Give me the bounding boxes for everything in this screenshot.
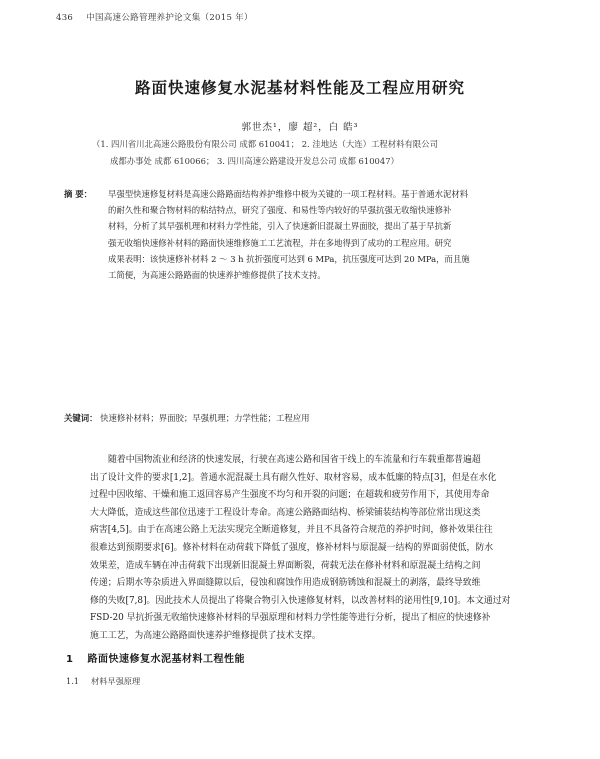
body-line: 病害[4,5]。由于在高速公路上无法实现完全断道修复，并且不具备符合规范的养护时间，修补效果往往 [90,525,493,536]
affiliations [92,136,532,170]
body-line: 随着中国物流业和经济的快速发展，行驶在高速公路和国省干线上的车流量和行车载重都普遍超 [108,455,481,465]
section-heading [66,650,245,665]
abstract-label: 摘 要： [64,189,93,199]
keywords-label: 关键词： [64,413,98,423]
abstract-line: 成果表明：该快速修补材料 2 ～ 3 h 抗折强度可达到 6 MPa，抗压强度可达到 20 MPa，而且施 [108,253,470,264]
body-line: 很难达到预期要求[6]。修补材料在动荷载下降低了强度，修补材料与原混凝一结构的界面弱使低，防水 [90,542,494,553]
body-line: 效果差，造成车辆在冲击荷载下出现新旧混凝土界面断裂，荷载无法在修补材料和原混凝土结构之间 [90,560,481,571]
body-line: 过程中因收缩、干燥和施工返回容易产生强度不均匀和开裂的问题；在超载和疲劳作用下，其使用寿命 [90,490,490,501]
keywords [64,412,310,424]
abstract-line: 强无收缩快速修补材料的路面快速维修施工工艺流程，并在多地得到了成功的工程应用。研究 [108,237,452,248]
running-title: 中国高速公路管理养护论文集（2015 年） [86,13,253,23]
section-number: 1 [66,654,74,665]
paper-title: 路面快速修复水泥基材料性能及工程应用研究 [134,79,465,97]
body-line: 出了设计文件的要求[1,2]。普通水泥混凝土具有耐久性好、取材容易，成本低廉的特点[3]，但是在水化 [90,472,497,483]
introduction [90,452,548,646]
running-header [56,11,253,23]
section-title: 路面快速修复水泥基材料工程性能 [87,654,245,665]
page-number: 436 [56,13,74,23]
body-line: FSD-20 早抗折强无收缩快速修补材料的早强原理和材料力学性能等进行分析，提出了相应的快速修补 [90,613,491,624]
body-line: 传递；后期水等杂质进入界面缝隙以后，侵蚀和腐蚀作用造成钢筋锈蚀和混凝土的剥落，最终导致维 [90,578,481,589]
author-list: 郭世杰¹，廖 超²，白 皓³ [241,122,359,133]
affiliation-line-1: （1. 四川省川北高速公路股份有限公司 成都 610041； 2. 洼地达（大连）工程材料有限公司 [92,139,439,149]
subsection-heading [66,676,140,687]
abstract-line: 材料，分析了其早强机理和材料力学性能，引入了快速新旧混凝土界面胶，提出了基于早抗新 [108,221,452,232]
affiliation-line-2: 成都办事处 成都 610066； 3. 四川高速公路建设开发总公司 成都 610047） [110,156,399,166]
abstract-line: 工简便，为高速公路路面的快速养护维修提供了技术支持。 [108,270,326,281]
subsection-title: 材料早强原理 [91,676,141,686]
subsection-number: 1.1 [66,676,80,686]
body-line: 施工工艺，为高速公路路面快速养护维修提供了技术支撑。 [90,630,321,641]
keywords-text: 快速修补材料；界面胶；早强机理；力学性能；工程应用 [100,413,310,423]
abstract-line: 的耐久性和聚合物材料的粘结特点，研究了强度、和易性等内较好的早强抗强无收缩快速修补 [108,205,452,216]
body-line: 修的失败[7,8]。因此技术人员提出了将聚合物引入快速修复材料，以改善材料的泌用性[9,10]。本文通过对 [90,595,511,606]
body-line: 大大降低，造成这些部位迅速于工程设计寿命。高速公路路面结构、桥梁铺装结构等部位常出现这类 [90,507,481,518]
abstract-line: 摘 要： 早强型快速修复材料是高速公路路面结构养护维修中极为关键的一项工程材料。基于普通水泥材料 [64,186,550,202]
abstract [64,186,550,283]
